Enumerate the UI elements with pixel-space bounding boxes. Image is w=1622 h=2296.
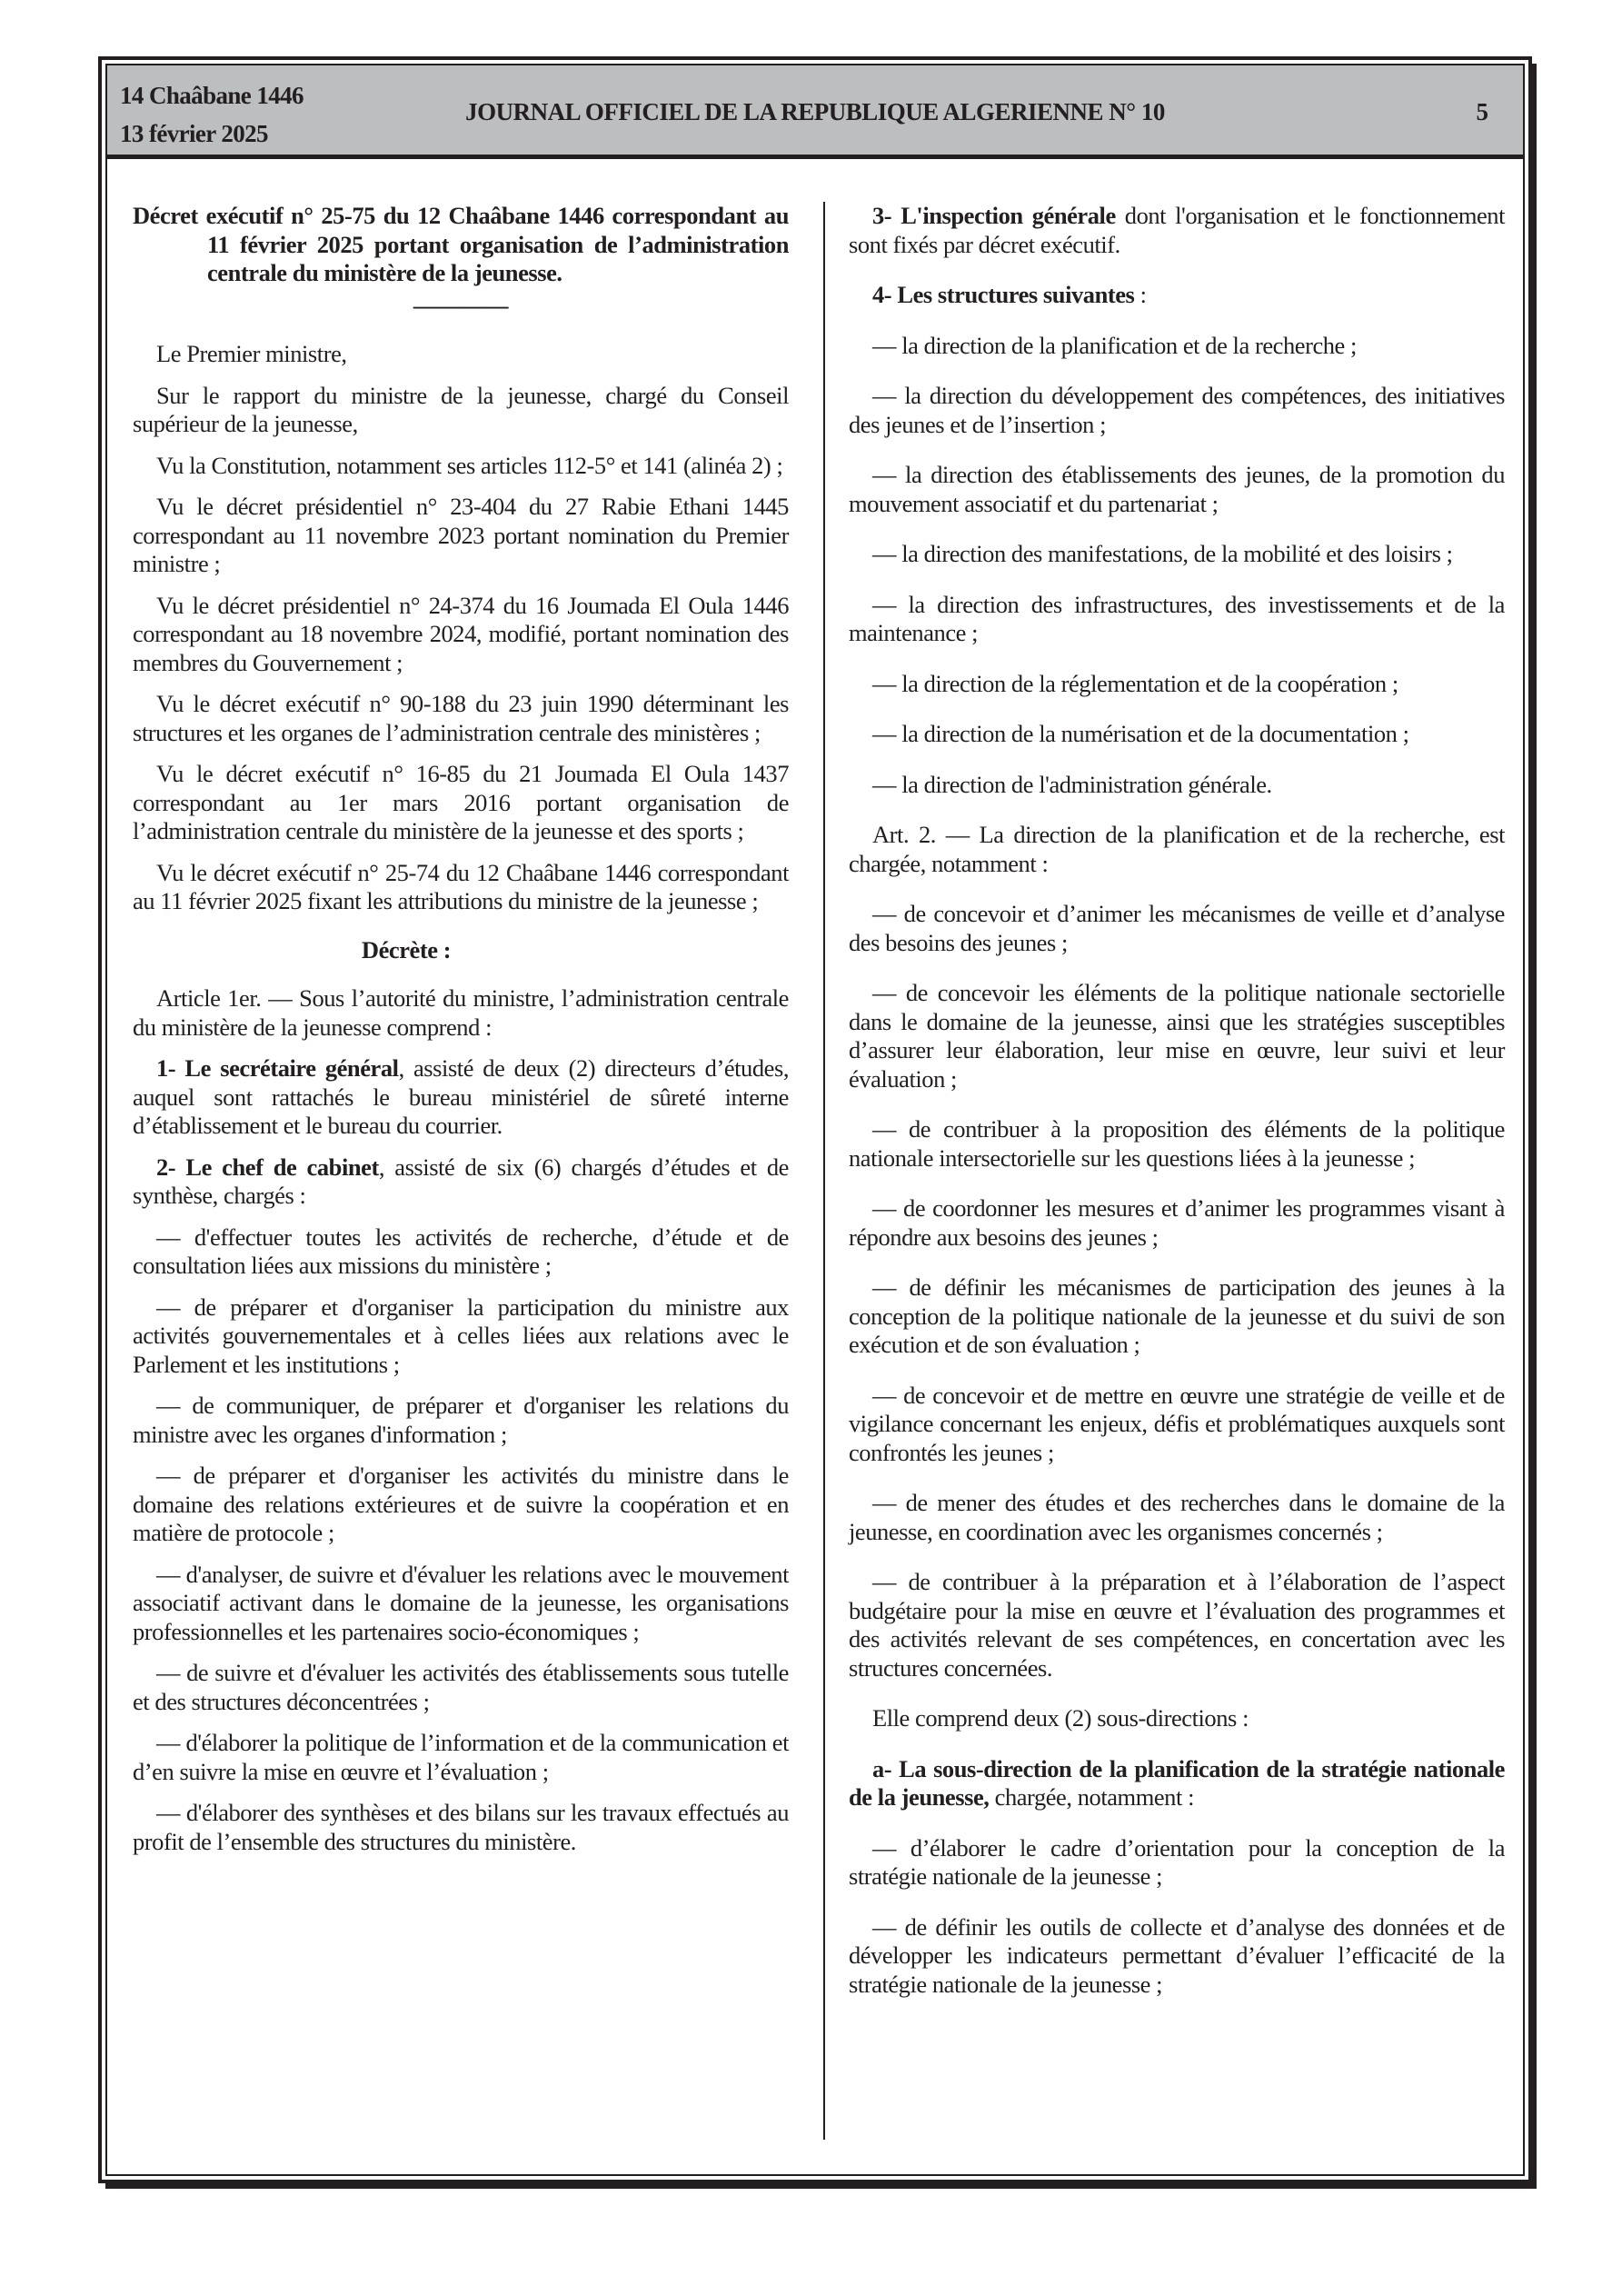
paragraph-text: — de suivre et d'évaluer les activités des établissements sous tutelle et des structures déconcentrées ; [133,1659,789,1715]
paragraph [849,1913,1505,2000]
paragraph-text: — la direction de la planification et de la recherche ; [872,331,1357,359]
paragraph-text: ———— [413,291,509,319]
paragraph [133,452,789,481]
page-number: 5 [1476,98,1488,125]
paragraph [849,461,1505,518]
paragraph-text: — de préparer et d'organiser la participation du ministre aux activités gouvernementales et à celles liées aux relations avec le Parlement et les institutions ; [133,1293,789,1378]
paragraph [133,1659,789,1716]
paragraph-lead: a- La sous-direction de la planification de la stratégie nationale de la jeunesse, [849,1754,1505,1811]
paragraph-text: — de préparer et d'organiser les activités du ministre dans le domaine des relations extérieures et de suivre la coopération et en matière de protocole ; [133,1462,789,1546]
frame-shadow-bottom [105,2181,1537,2189]
paragraph-text: dont l'organisation et le fonctionnement sont fixés par décret exécutif. [849,202,1506,258]
frame-shadow-right [1529,64,1537,2189]
paragraph-text: Décrète : [361,935,452,963]
paragraph-lead: 4- Les structures suivantes [872,281,1135,308]
paragraph-text: Elle comprend deux (2) sous-directions : [872,1704,1249,1732]
paragraph [133,1561,789,1647]
paragraph [849,1834,1505,1892]
decrete-heading [133,936,789,965]
paragraph [849,332,1505,361]
paragraph-text: — la direction des manifestations, de la mobilité et des loisirs ; [872,540,1453,567]
paragraph-text: — la direction des infrastructures, des investissements et de la maintenance ; [849,590,1505,646]
journal-header [107,65,1523,159]
paragraph-text: Le Premier ministre, [156,340,347,367]
paragraph-text: Article 1er. — Sous l’autorité du ministre, l’administration centrale du ministère de la jeunesse comprend : [133,984,789,1041]
paragraph-text: — la direction du développement des compétences, des initiatives des jeunes et de l’insertion ; [849,382,1505,438]
paragraph-text: Sur le rapport du ministre de la jeunesse, chargé du Conseil supérieur de la jeunesse, [133,381,789,437]
paragraph [133,1462,789,1548]
paragraph-text: — d'élaborer la politique de l’information et de la communication et d’en suivre la mise en œuvre et l’évaluation ; [133,1729,789,1785]
paragraph-text: Vu le décret exécutif n° 90-188 du 23 juin 1990 déterminant les structures et les organes de l’administration centrale des ministères ; [133,690,789,746]
paragraph-lead: 2- Le chef de cabinet [156,1153,379,1181]
paragraph-text: Vu le décret exécutif n° 16-85 du 21 Joumada El Oula 1437 correspondant au 1er mars 2016 portant organisation de l’administration centrale du ministère de la jeunesse et des sports ; [133,760,789,844]
paragraph-text: — la direction de l'administration générale. [872,770,1272,798]
paragraph-text: Vu le décret exécutif n° 25-74 du 12 Chaâbane 1446 correspondant au 11 février 2025 fixant les attributions du ministre de la jeunesse ; [133,858,789,914]
paragraph [849,720,1505,749]
paragraph [849,1115,1505,1173]
paragraph-text: — la direction de la réglementation et de la coopération ; [872,669,1398,697]
paragraph-text: — de définir les outils de collecte et d’analyse des données et de développer les indicateurs permettant d’évaluer l’efficacité de la stratégie nationale de la jeunesse ; [849,1912,1505,1998]
paragraph-text: chargée, notamment : [989,1783,1194,1811]
paragraph [849,670,1505,699]
paragraph-text: — d'élaborer des synthèses et des bilans sur les travaux effectués au profit de l’ensemble des structures du ministère. [133,1799,789,1855]
paragraph-text: Vu la Constitution, notamment ses articles 112-5° et 141 (alinéa 2) ; [156,451,783,479]
paragraph [133,382,789,439]
date-gregorian: 13 février 2025 [120,120,268,147]
paragraph-text: , assisté de six (6) chargés d’études et de synthèse, chargés : [133,1153,789,1209]
paragraph-text: — d'effectuer toutes les activités de recherche, d’étude et de consultation liées aux missions du ministère ; [133,1223,789,1279]
paragraph-text: — de coordonner les mesures et d’animer les programmes visant à répondre aux besoins des jeunes ; [849,1194,1505,1251]
page-frame-inner [105,64,1525,2176]
paragraph [133,493,789,579]
paragraph-text: — de contribuer à la préparation et à l’élaboration de l’aspect budgétaire pour la mise en œuvre et l’évaluation des programmes et des activités relevant de ses compétences, en concertation avec les structures concernées. [849,1568,1505,1682]
paragraph-lead: 3- L'inspection générale [872,202,1116,229]
paragraph-lead: 1- Le secrétaire général [156,1054,399,1082]
paragraph [849,1194,1505,1252]
paragraph-text: Décret exécutif n° 25-75 du 12 Chaâbane 1446 correspondant au 11 février 2025 portant organisation de l’administration centrale du ministère de la jeunesse. [133,202,789,286]
journal-title: JOURNAL OFFICIEL DE LA REPUBLIQUE ALGERIENNE N° 10 [465,98,1165,125]
paragraph-text: — d'analyser, de suivre et d'évaluer les relations avec le mouvement associatif activant dans le domaine de la jeunesse, les organisations professionnelles et les partenaires socio-économiques ; [133,1560,789,1645]
paragraph [849,821,1505,878]
paragraph-text: — de concevoir et d’animer les mécanismes de veille et d’analyse des besoins des jeunes ; [849,900,1505,956]
paragraph-text: — de définir les mécanismes de participation des jeunes à la conception de la politique nationale de la jeunesse et du suivi de son exécution et de son évaluation ; [849,1273,1505,1358]
paragraph-text: — de contribuer à la proposition des éléments de la politique nationale intersectorielle sur les questions liées à la jeunesse ; [849,1115,1505,1172]
paragraph-text: — d’élaborer le cadre d’orientation pour la conception de la stratégie nationale de la jeunesse ; [849,1833,1505,1890]
paragraph [133,760,789,846]
paragraph [849,1568,1505,1682]
paragraph [133,1054,789,1141]
paragraph [849,1489,1505,1546]
page-frame [98,56,1532,2183]
paragraph [849,540,1505,569]
paragraph [849,771,1505,800]
paragraph [133,1392,789,1449]
paragraph [133,1223,789,1281]
paragraph [133,1293,789,1380]
left-column [133,202,789,1869]
paragraph [849,900,1505,957]
paragraph-text: Art. 2. — La direction de la planification et de la recherche, est chargée, notamment : [849,821,1505,877]
paragraph [849,202,1505,259]
right-column [849,202,1505,2021]
column-divider [823,202,825,2140]
paragraph [849,979,1505,1093]
paragraph [133,340,789,369]
paragraph-text: Vu le décret présidentiel n° 24-374 du 16 Joumada El Oula 1446 correspondant au 18 novembre 2024, modifié, portant nomination des membres du Gouvernement ; [133,591,789,676]
paragraph [849,281,1505,310]
paragraph [849,1273,1505,1360]
paragraph [133,1799,789,1856]
paragraph [133,859,789,916]
paragraph [849,591,1505,648]
paragraph [133,592,789,678]
paragraph [133,984,789,1042]
paragraph [849,1704,1505,1733]
decree-title [133,202,789,288]
paragraph [849,382,1505,439]
paragraph [133,1153,789,1211]
paragraph-text: — de mener des études et des recherches dans le domaine de la jeunesse, en coordination avec les organismes concernés ; [849,1489,1505,1545]
paragraph-text: — de concevoir et de mettre en œuvre une stratégie de veille et de vigilance concernant les enjeux, défis et problématiques auxquels sont confrontés les jeunes ; [849,1381,1505,1466]
paragraph-text: — la direction des établissements des jeunes, de la promotion du mouvement associatif et du partenariat ; [849,461,1505,517]
paragraph [849,1755,1505,1812]
title-separator [133,292,789,321]
paragraph-text: — la direction de la numérisation et de la documentation ; [872,720,1409,747]
paragraph [849,1382,1505,1468]
paragraph [133,690,789,747]
paragraph-text: Vu le décret présidentiel n° 23-404 du 27 Rabie Ethani 1445 correspondant au 11 novembre 2023 portant nomination du Premier ministre ; [133,493,789,577]
paragraph-text: — de communiquer, de préparer et d'organiser les relations du ministre avec les organes d'information ; [133,1392,789,1448]
paragraph [133,1729,789,1786]
paragraph-text: : [1134,281,1147,308]
date-hijri: 14 Chaâbane 1446 [120,82,304,109]
paragraph-text: — de concevoir les éléments de la politique nationale sectorielle dans le domaine de la jeunesse, ainsi que les stratégies susceptibles d’assurer leur élaboration, leur mise en œuvre, leur suivi et leur évaluation ; [849,979,1505,1093]
paragraph-text: , assisté de deux (2) directeurs d’études, auquel sont rattachés le bureau ministériel de sûreté interne d’établissement et le bureau du courrier. [133,1054,789,1139]
